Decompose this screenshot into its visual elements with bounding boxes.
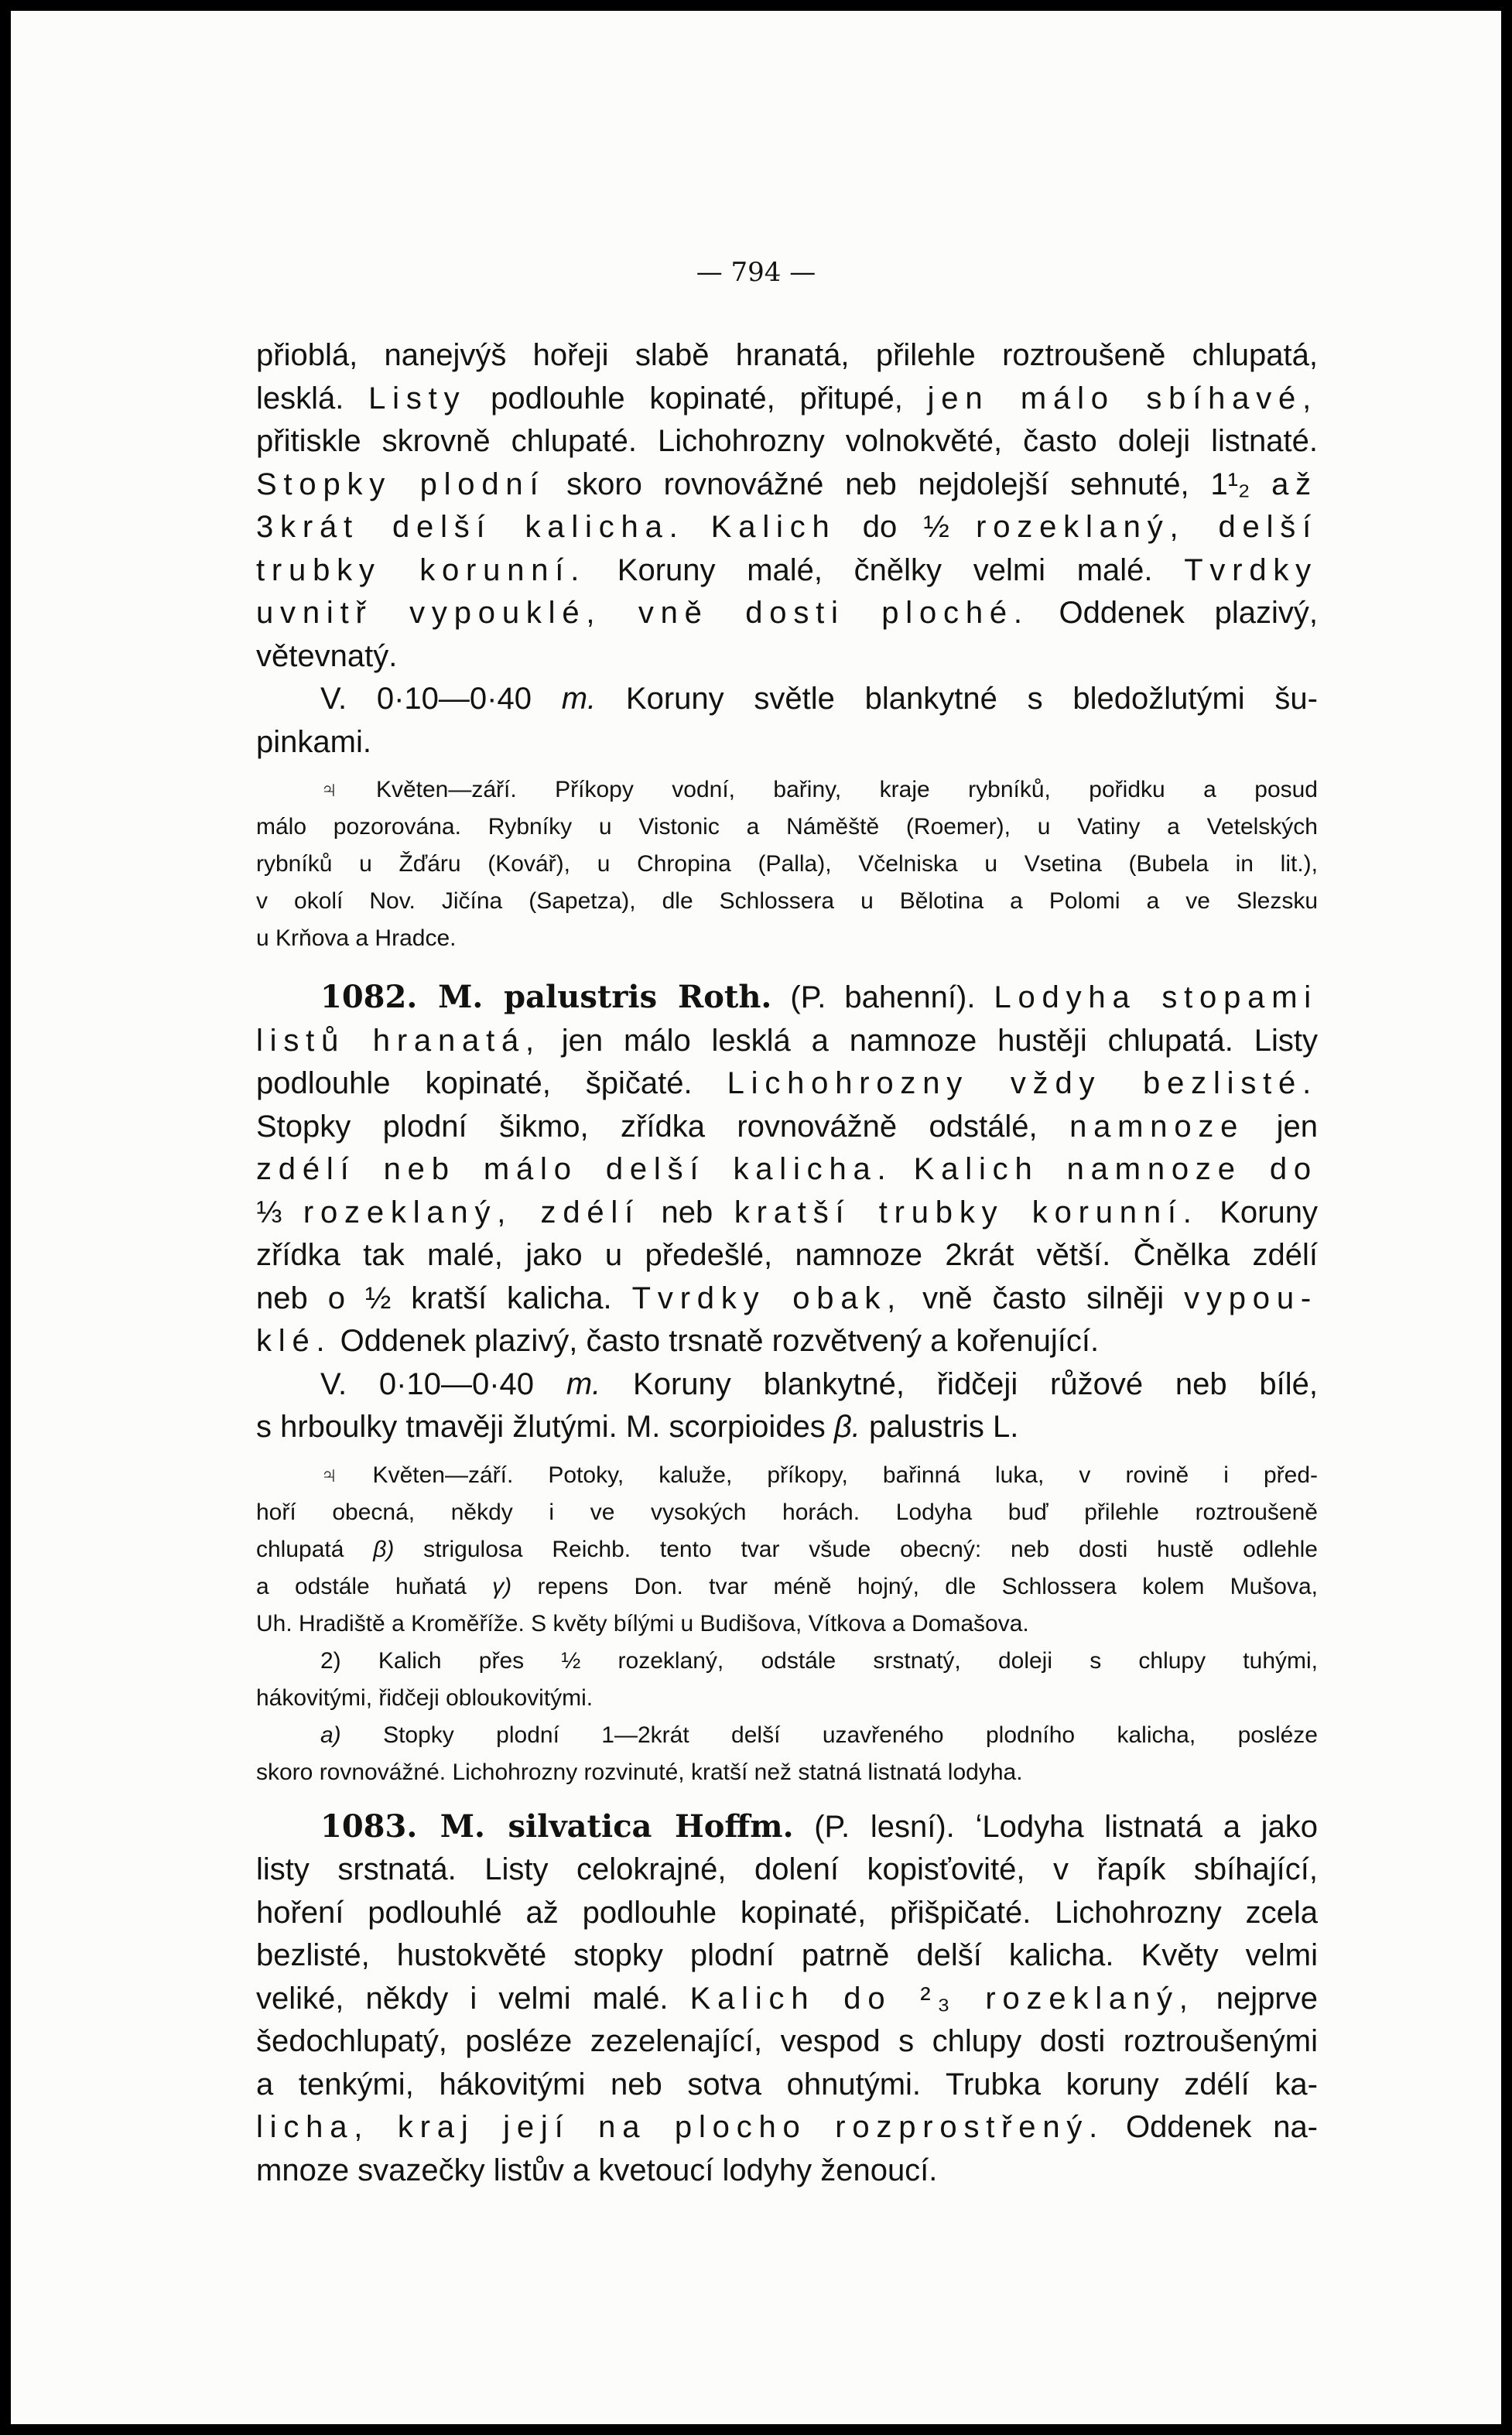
text-run: podlouhle kopinaté, přitupé, (466, 381, 928, 416)
text-run: hákovitými, řidčeji obloukovitými. (256, 1684, 594, 1711)
note-line (256, 1457, 1318, 1494)
text-run: V. 0·10—0·40 (320, 1366, 566, 1401)
page-text (256, 334, 1318, 2192)
text-line (256, 1934, 1318, 1978)
note-line (256, 1531, 1318, 1568)
note-line (256, 809, 1318, 846)
text-line (256, 1978, 1318, 2021)
text-run: přitiskle skrovně chlupaté. Lichohrozny volnokvěté, často doleji listnaté. (256, 424, 1318, 458)
text-run: skoro rovnovážné. Lichohrozny rozvinuté, kratší než statná listnatá lodyha. (256, 1759, 1023, 1785)
text-line (256, 1148, 1318, 1192)
text-run: veliké, někdy i velmi malé. (256, 1981, 690, 2016)
text-run: lesklá. (256, 381, 369, 416)
note-line (256, 1606, 1318, 1643)
text-run: málo pozorována. Rybníky u Vistonic a Náměště (Roemer), u Vatiny a Vetelských (256, 814, 1318, 840)
text-run: rybníků u Žďáru (Kovář), u Chropina (Palla), Včelniska u Vsetina (Bubela in lit.), (256, 851, 1318, 877)
text-line (256, 1106, 1318, 1149)
spacer (256, 764, 1318, 771)
text-run: jen (1244, 1109, 1318, 1144)
text-run: V. 0·10—0·40 (320, 682, 562, 716)
text-run: Oddenek plazivý, často trsnatě rozvětvený a kořenující. (331, 1324, 1100, 1358)
text-run: jen málo lesklá a namnoze hustěji chlupatá. Listy (540, 1023, 1318, 1058)
text-line (256, 1277, 1318, 1321)
text-run: m. (566, 1366, 601, 1401)
text-run (892, 1152, 913, 1186)
text-line (256, 2064, 1318, 2107)
text-run: do ½ (836, 510, 977, 544)
text-run: podlouhle kopinaté, špičaté. (256, 1066, 727, 1100)
text-run: bezlisté, hustokvěté stopky plodní patrně delší kalicha. Květy velmi (256, 1938, 1318, 1972)
spaced-text: Kalich namnoze do (913, 1152, 1318, 1186)
text-line (256, 1406, 1318, 1449)
page-number: — 794 — (696, 257, 816, 288)
text-run: m. (561, 682, 597, 716)
text-run: (P. bahenní). (771, 980, 994, 1014)
text-run: ♃ Květen—září. Příkopy vodní, bařiny, kraje rybníků, pořidku a posud (320, 777, 1318, 802)
spaced-text: Listy (368, 381, 467, 416)
text-line (256, 334, 1318, 378)
spaced-text: listů hranatá, (256, 1023, 541, 1058)
text-line (256, 1363, 1318, 1407)
text-run: β. (833, 1410, 860, 1444)
spaced-text: trubky korunní. (256, 552, 587, 587)
text-line (256, 2106, 1318, 2149)
spaced-text: Kalich do ²₃ rozeklaný, (689, 1981, 1195, 2016)
note-line (256, 1643, 1318, 1680)
spacer (256, 1791, 1318, 1805)
text-run: zřídka tak malé, jako u předešlé, namnoze 2krát větší. Čnělka zdélí (256, 1238, 1318, 1272)
text-line (256, 1892, 1318, 1935)
note-line (256, 883, 1318, 920)
species-heading: 1082. M. palustris Roth. (320, 979, 772, 1015)
spaced-text: 3krát delší kalicha. (256, 510, 685, 544)
note-line (256, 1568, 1318, 1606)
text-run: palustris L. (860, 1410, 1019, 1444)
text-run: strigulosa Reichb. tento tvar všude obecný: neb dosti hustě odlehle (394, 1536, 1318, 1562)
text-run: Koruny (1198, 1195, 1318, 1229)
spaced-text: až (1271, 467, 1318, 501)
spaced-text: Stopky plodní (256, 467, 546, 501)
text-run: Oddenek na- (1104, 2110, 1319, 2144)
text-run: a tenkými, hákovitými neb sotva ohnutými. Trubka koruny zdélí ka- (256, 2067, 1318, 2102)
text-line (256, 1062, 1318, 1106)
text-line (256, 721, 1318, 764)
text-line (256, 976, 1318, 1020)
note-line (256, 771, 1318, 809)
text-run: neb o ½ kratší kalicha. (256, 1281, 632, 1315)
text-run: s hrboulky tmavěji žlutými. M. scorpioides (256, 1410, 834, 1444)
text-run: listy srstnatá. Listy celokrajné, dolení kopisťovité, v řapík sbíhající, (256, 1852, 1318, 1886)
text-line (256, 1805, 1318, 1849)
text-line (256, 592, 1318, 635)
spacer (256, 957, 1318, 976)
text-line (256, 506, 1318, 549)
text-run: větevnatý. (256, 638, 398, 673)
text-run: Uh. Hradiště a Kroměříže. S květy bílými u Budišova, Vítkova a Domašova. (256, 1610, 1029, 1636)
text-run: chlupatá (256, 1536, 374, 1562)
spaced-text: Tvrdky (1184, 552, 1318, 587)
text-run: a odstále huňatá (256, 1573, 493, 1599)
text-run (685, 510, 711, 544)
note-line (256, 1680, 1318, 1717)
text-run: přioblá, nanejvýš hořeji slabě hranatá, přilehle roztroušeně chlupatá, (256, 338, 1318, 372)
text-run: hoří obecná, někdy i ve vysokých horách. Lodyha buď přilehle roztroušeně (256, 1499, 1318, 1525)
text-run: γ) (492, 1573, 512, 1599)
text-run: Stopky plodní 1—2krát delší uzavřeného plodního kalicha, posléze (340, 1722, 1318, 1748)
note-line (256, 1494, 1318, 1531)
text-line (256, 420, 1318, 463)
note-line (256, 1754, 1318, 1791)
text-run: u Krňova a Hradce. (256, 925, 457, 951)
text-line (256, 1234, 1318, 1277)
text-run: Koruny malé, čnělky velmi malé. (586, 552, 1185, 587)
text-run: repens Don. tvar méně hojný, dle Schlossera kolem Mušova, (511, 1573, 1318, 1599)
text-run: ⅓ (256, 1195, 303, 1229)
text-line (256, 1192, 1318, 1235)
text-line (256, 2020, 1318, 2064)
text-line (256, 678, 1318, 721)
text-run: skoro rovnovážné neb nejdolejší sehnuté, 1¹₂ (545, 467, 1272, 501)
text-run: 2) Kalich přes ½ rozeklaný, odstále srstnatý, doleji s chlupy tuhými, (320, 1647, 1318, 1674)
spaced-text: kratší trubky korunní. (734, 1195, 1199, 1229)
text-run: vně často silněji (902, 1281, 1185, 1315)
spaced-text: jen málo sbíhavé, (927, 381, 1318, 416)
text-run: β) (373, 1536, 395, 1562)
spaced-text: zdélí neb málo delší kalicha. (256, 1152, 893, 1186)
spaced-text: rozeklaný, zdélí (303, 1195, 641, 1229)
text-line (256, 2149, 1318, 2193)
text-line (256, 1020, 1318, 1063)
note-line (256, 920, 1318, 957)
text-run: Koruny blankytné, řidčeji růžové neb bílé, (600, 1366, 1318, 1401)
text-run: mnoze svazečky listův a kvetoucí lodyhy ženoucí. (256, 2153, 938, 2187)
text-run: nejprve (1194, 1981, 1318, 2016)
species-heading: 1083. M. silvatica Hoffm. (320, 1807, 794, 1845)
text-run: (P. lesní). ʻLodyha listnatá a jako (793, 1809, 1319, 1844)
text-run: Koruny světle blankytné s bledožlutými šu- (596, 682, 1318, 716)
spaced-text: klé. (256, 1324, 332, 1358)
spaced-text: vypou- (1184, 1281, 1318, 1315)
spaced-text: Tvrdky obak, (631, 1281, 903, 1315)
text-line (256, 1848, 1318, 1892)
spaced-text: rozeklaný, delší (976, 510, 1318, 544)
text-run: Oddenek plazivý, (1028, 596, 1319, 630)
text-run: ♃ Květen—září. Potoky, kaluže, příkopy, bařinná luka, v rovině i před- (320, 1462, 1318, 1488)
book-page (11, 11, 1501, 2424)
text-run: pinkami. (256, 724, 371, 759)
text-run: Stopky plodní šikmo, zřídka rovnovážně odstálé, (256, 1109, 1070, 1144)
spaced-text: namnoze (1069, 1109, 1245, 1144)
spaced-text: licha, kraj její na plocho rozprostřený. (256, 2110, 1105, 2144)
spaced-text: Lichohrozny vždy bezlisté. (727, 1066, 1318, 1100)
text-run: a) (320, 1722, 341, 1748)
text-run: hoření podlouhlé až podlouhle kopinaté, přišpičaté. Lichohrozny zcela (256, 1895, 1318, 1930)
spaced-text: Kalich (710, 510, 836, 544)
text-line (256, 1320, 1318, 1363)
spacer (256, 1449, 1318, 1457)
spaced-text: Lodyha stopami (994, 980, 1318, 1014)
note-line (256, 1717, 1318, 1754)
text-line (256, 549, 1318, 593)
text-run: v okolí Nov. Jičína (Sapetza), dle Schlossera u Bělotina a Polomi a ve Slezsku (256, 888, 1318, 914)
text-line (256, 378, 1318, 421)
note-line (256, 846, 1318, 883)
text-run: neb (640, 1195, 734, 1229)
text-line (256, 463, 1318, 507)
text-line (256, 635, 1318, 679)
text-run: šedochlupatý, posléze zezelenající, vespod s chlupy dosti roztroušenými (256, 2024, 1318, 2058)
spaced-text: uvnitř vypouklé, vně dosti ploché. (256, 596, 1029, 630)
